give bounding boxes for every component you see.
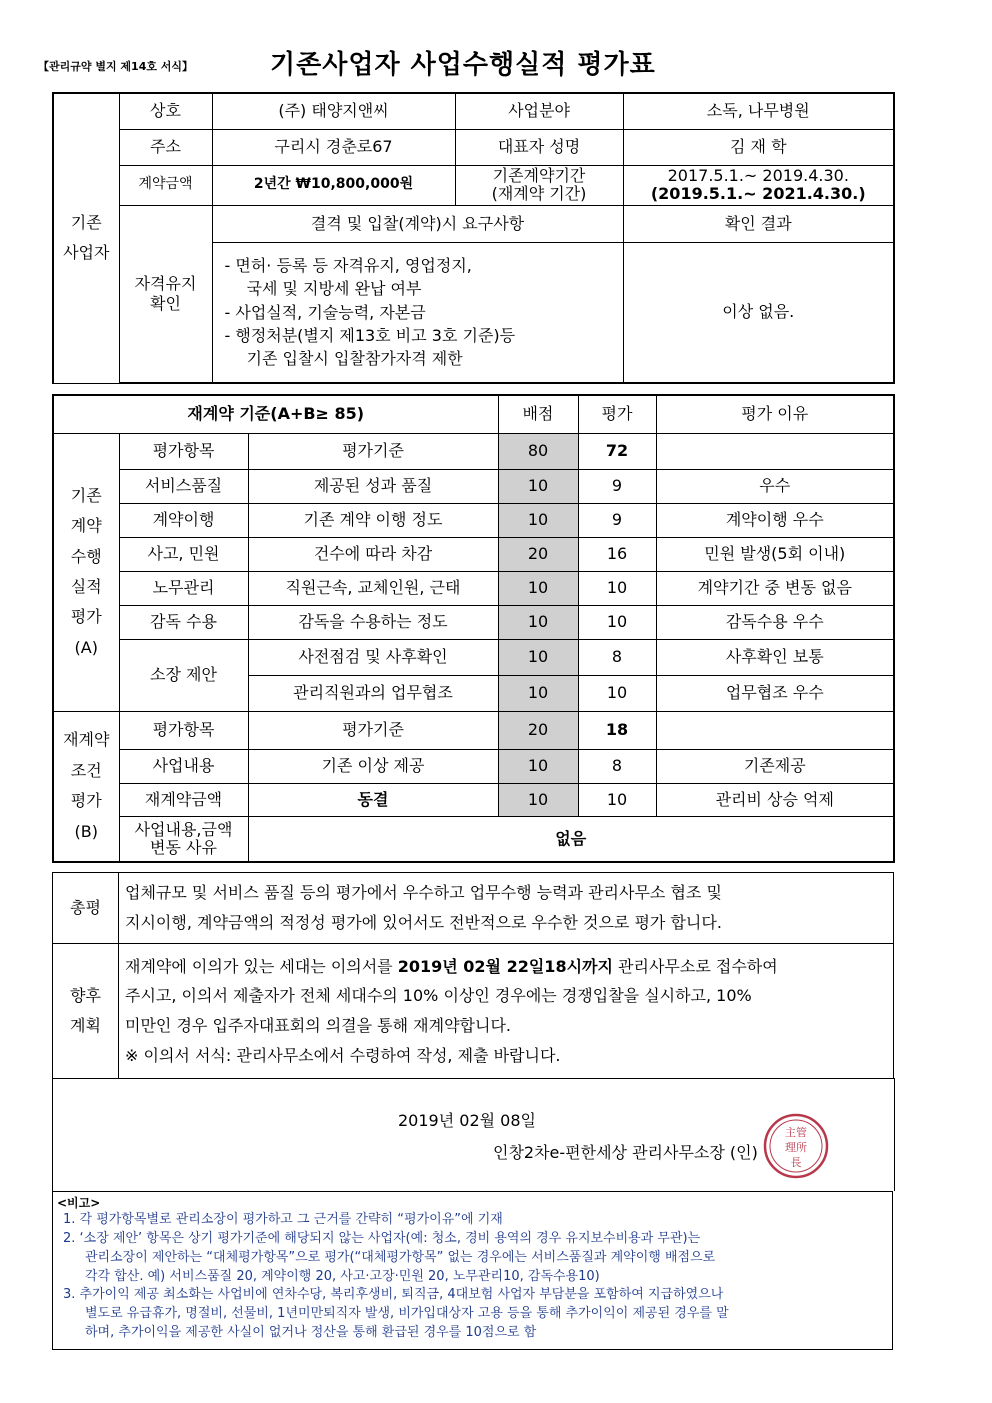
eval-reason: 계약이행 우수 [656, 503, 894, 537]
eval-points: 20 [498, 537, 578, 571]
plan-line: 재계약에 이의가 있는 세대는 이의서를 2019년 02월 22일18시까지 관리사무소로 접수하여 [125, 956, 778, 976]
issuer-name: 인창2차e-편한세상 관리사무소장 (인) [493, 1143, 758, 1162]
contract-period-label: 기존계약기간 (재계약 기간) [455, 165, 623, 205]
a-total-points: 80 [498, 433, 578, 469]
plan-line: 주시고, 이의서 제출자가 전체 세대수의 10% 이상인 경우에는 경쟁입찰을 실시하고, 10% [125, 986, 752, 1006]
eval-reason: 기존제공 [656, 749, 894, 783]
contract-amount-label: 계약금액 [119, 165, 212, 205]
summary-text [119, 873, 894, 944]
requirement-line: - 행정처분(별지 제13호 비고 3호 기준)등 [224, 325, 516, 345]
eval-points: 10 [498, 469, 578, 503]
notes-section [52, 1191, 893, 1350]
plan-label: 향후 계획 [53, 944, 119, 1079]
eval-criteria: 사전점검 및 사후확인 [248, 639, 498, 675]
qualification-result: 이상 없음. [623, 242, 894, 383]
change-reason-value: 없음 [248, 816, 894, 862]
table-row [53, 639, 894, 675]
eval-score: 9 [578, 469, 656, 503]
eval-points: 10 [498, 749, 578, 783]
eval-criteria: 제공된 성과 품질 [248, 469, 498, 503]
signature-area [52, 1078, 895, 1191]
eval-reason: 관리비 상승 억제 [656, 783, 894, 816]
eval-score: 10 [578, 571, 656, 605]
table-row [53, 503, 894, 537]
table-row [53, 469, 894, 503]
svg-text:理所: 理所 [785, 1141, 807, 1154]
eval-reason: 우수 [656, 469, 894, 503]
table-row [53, 749, 894, 783]
requirements-list [212, 242, 623, 383]
table-row [53, 537, 894, 571]
a-total-reason [656, 433, 894, 469]
eval-score: 9 [578, 503, 656, 537]
b-total-points: 20 [498, 711, 578, 749]
reason-header: 평가 이유 [656, 395, 894, 433]
eval-item: 계약이행 [119, 503, 248, 537]
table-row [53, 571, 894, 605]
eval-item: 사고, 민원 [119, 537, 248, 571]
svg-text:主管: 主管 [785, 1126, 807, 1139]
plan-line: ※ 이의서 서식: 관리사무소에서 수령하여 작성, 제출 바랍니다. [125, 1045, 561, 1065]
note-item: 1. 각 평가항목별로 관리소장이 평가하고 그 근거를 간략히 “평가이유”에 기재 [63, 1212, 503, 1227]
requirements-header: 결격 및 입찰(계약)시 요구사항 [212, 205, 623, 242]
note-item: 2. ‘소장 제안’ 항목은 상기 평가기준에 해당되지 않는 사업자(예: 청소, 경비 용역의 경우 유지보수비용과 무관)는 관리소장이 제안하는 “대체평가항목”으로 평가(“대체평가항목” 없는 경우에는 서비스품질과 계약이행 배점으로 각각 합산. 예) 서비스품질 20, 계약이행 20, 사고·고장·민원 20, 노무관리10, 감독수용10) [63, 1230, 716, 1284]
notes-title: <비고> [57, 1196, 101, 1210]
a-total-score: 72 [578, 433, 656, 469]
table-row [53, 783, 894, 816]
requirement-line: - 면허· 등록 등 자격유지, 영업정지, [224, 256, 472, 276]
a-criteria-header: 평가기준 [248, 433, 498, 469]
eval-criteria: 관리직원과의 업무협조 [248, 675, 498, 711]
issue-date: 2019년 02월 08일 [398, 1111, 536, 1130]
eval-score: 10 [578, 605, 656, 639]
note-item: 3. 추가이익 제공 최소화는 사업비에 연차수당, 복리후생비, 퇴직금, 4대보험 사업자 부담분을 포함하여 지급하였으나 별도로 유급휴가, 명절비, 선물비, 1년미만퇴직자 발생, 비가입대상자 고용 등을 통해 추가이익이 제공된 경우를 말 하며, 추가이익을 제공한 사실이 없거나 정산을 통해 환급된 경우를 10점으로 함 [63, 1287, 729, 1341]
summary-line: 지시이행, 계약금액의 적정성 평가에 있어서도 전반적으로 우수한 것으로 평가 합니다. [125, 913, 722, 932]
section-label-b: 재계약 조건 평가 (B) [53, 711, 119, 862]
contract-amount-value: 2년간 ₩10,800,000원 [212, 165, 455, 205]
objection-deadline: 2019년 02월 22일18시까지 [397, 956, 613, 976]
evaluation-table [52, 394, 895, 863]
business-field-value: 소독, 나무병원 [623, 93, 894, 129]
eval-reason: 계약기간 중 변동 없음 [656, 571, 894, 605]
table-row [53, 605, 894, 639]
address-label: 주소 [119, 129, 212, 165]
address-value: 구리시 경춘로67 [212, 129, 455, 165]
criteria-header: 재계약 기준(A+B≥ 85) [53, 395, 498, 433]
eval-item: 서비스품질 [119, 469, 248, 503]
b-criteria-header: 평가기준 [248, 711, 498, 749]
requirement-line: 국세 및 지방세 완납 여부 [246, 279, 422, 299]
eval-points: 10 [498, 675, 578, 711]
summary-line: 업체규모 및 서비스 품질 등의 평가에서 우수하고 업무수행 능력과 관리사무소 협조 및 [125, 883, 722, 903]
b-total-reason [656, 711, 894, 749]
contractor-info-table [52, 92, 895, 384]
eval-score: 8 [578, 749, 656, 783]
a-item-header: 평가항목 [119, 433, 248, 469]
form-code: 【관리규약 별지 제14호 서식】 [38, 60, 194, 73]
eval-reason: 민원 발생(5회 이내) [656, 537, 894, 571]
representative-value: 김 재 학 [623, 129, 894, 165]
eval-item: 노무관리 [119, 571, 248, 605]
eval-item: 재계약금액 [119, 783, 248, 816]
contract-period-value: 2017.5.1.~ 2019.4.30. (2019.5.1.~ 2021.4.30.) [623, 165, 894, 205]
eval-criteria: 기존 계약 이행 정도 [248, 503, 498, 537]
eval-score: 10 [578, 783, 656, 816]
eval-score: 8 [578, 639, 656, 675]
eval-points: 10 [498, 605, 578, 639]
company-name-value: (주) 태양지앤씨 [212, 93, 455, 129]
b-total-score: 18 [578, 711, 656, 749]
requirement-line: 기존 입찰시 입찰참가자격 제한 [246, 349, 463, 369]
change-reason-label: 사업내용,금액 변동 사유 [119, 816, 248, 862]
eval-points: 10 [498, 783, 578, 816]
eval-criteria: 직원근속, 교체인원, 근태 [248, 571, 498, 605]
eval-criteria: 기존 이상 제공 [248, 749, 498, 783]
eval-item: 감독 수용 [119, 605, 248, 639]
plan-line: 미만인 경우 입주자대표회의 의결을 통해 재계약합니다. [125, 1016, 512, 1035]
eval-criteria: 건수에 따라 차감 [248, 537, 498, 571]
eval-points: 10 [498, 571, 578, 605]
summary-label: 총평 [53, 873, 119, 944]
eval-reason: 업무협조 우수 [656, 675, 894, 711]
eval-points: 10 [498, 639, 578, 675]
eval-reason: 사후확인 보통 [656, 639, 894, 675]
points-header: 배점 [498, 395, 578, 433]
qualification-label: 자격유지 확인 [119, 205, 212, 383]
representative-label: 대표자 성명 [455, 129, 623, 165]
summary-table [52, 872, 894, 1079]
svg-text:長: 長 [790, 1156, 802, 1169]
company-name-label: 상호 [119, 93, 212, 129]
eval-item: 사업내용 [119, 749, 248, 783]
official-seal-icon [762, 1112, 830, 1180]
section-label-contractor: 기존 사업자 [53, 93, 119, 383]
business-field-label: 사업분야 [455, 93, 623, 129]
eval-item: 소장 제안 [119, 639, 248, 711]
eval-criteria: 감독을 수용하는 정도 [248, 605, 498, 639]
eval-criteria: 동결 [248, 783, 498, 816]
score-header: 평가 [578, 395, 656, 433]
eval-score: 10 [578, 675, 656, 711]
section-label-a: 기존 계약 수행 실적 평가 (A) [53, 433, 119, 711]
plan-text [119, 944, 894, 1079]
requirement-line: - 사업실적, 기술능력, 자본금 [224, 302, 426, 322]
b-item-header: 평가항목 [119, 711, 248, 749]
eval-score: 16 [578, 537, 656, 571]
document-title: 기존사업자 사업수행실적 평가표 [270, 50, 656, 80]
eval-points: 10 [498, 503, 578, 537]
result-header: 확인 결과 [623, 205, 894, 242]
eval-reason: 감독수용 우수 [656, 605, 894, 639]
